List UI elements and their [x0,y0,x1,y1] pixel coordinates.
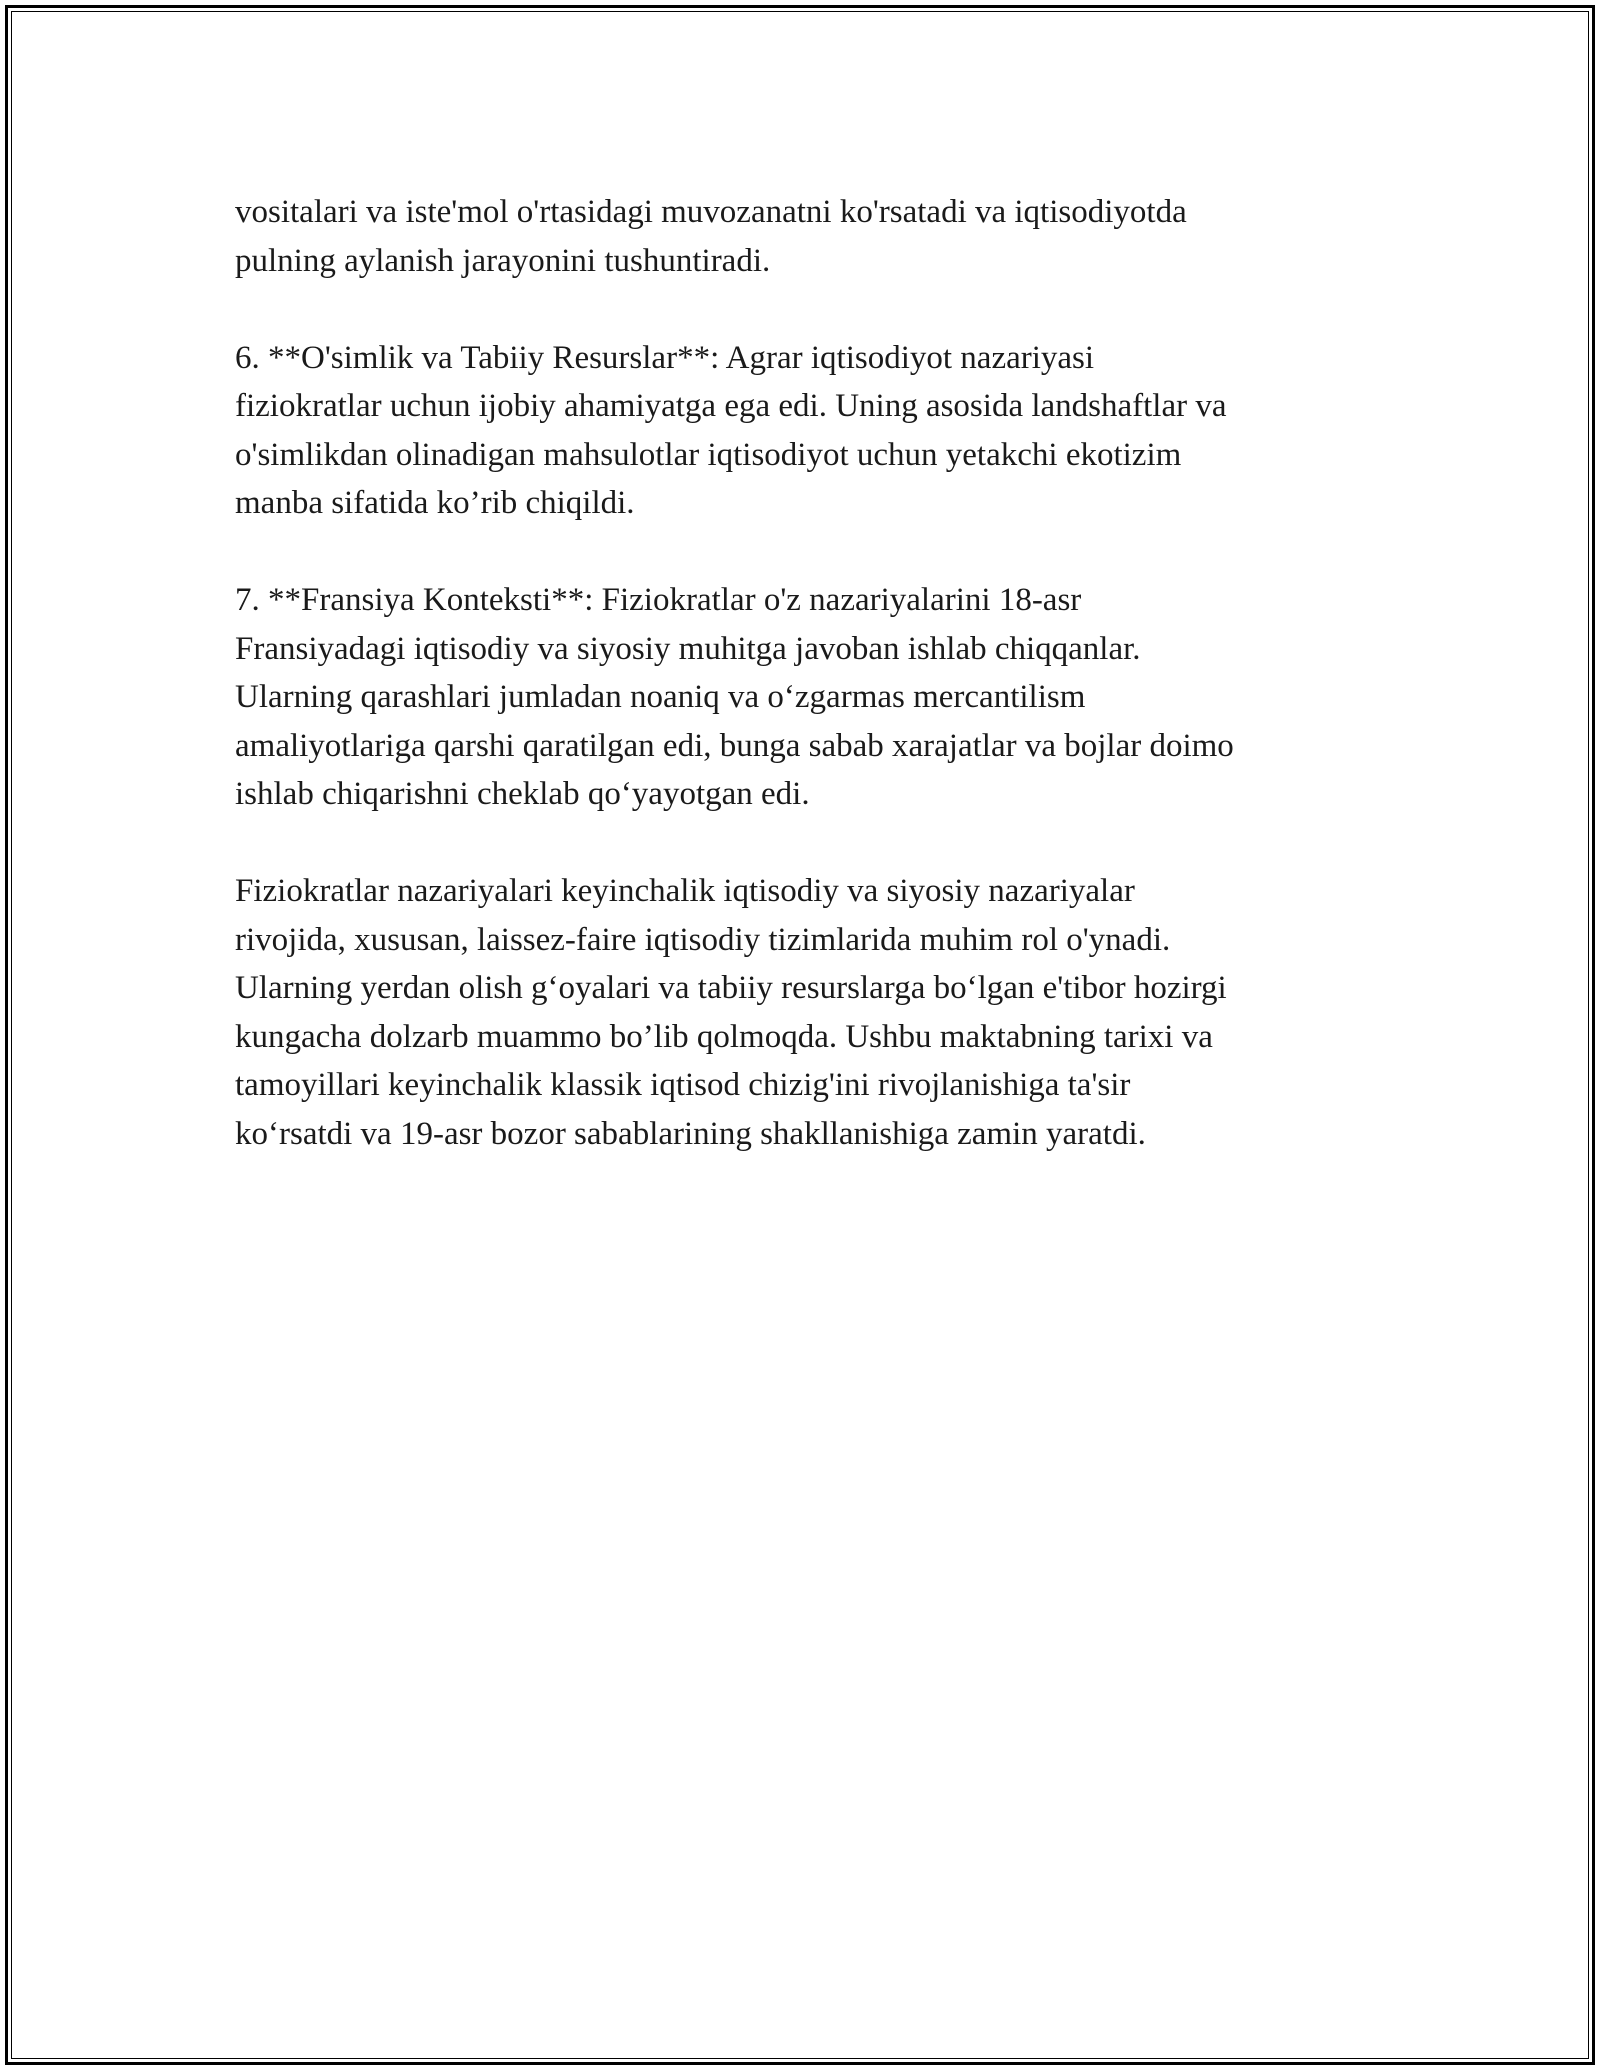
text-line: Ularning qarashlari jumladan noaniq va o‘zgarmas mercantilism [235,679,1086,715]
text-line: ko‘rsatdi va 19-asr bozor sabablarining shakllanishiga zamin yaratdi. [235,1115,1146,1152]
text-line: o'simlikdan olinadigan mahsulotlar iqtisodiyot uchun yetakchi ekotizim [235,436,1182,473]
text-line: ishlab chiqarishni cheklab qo‘yayotgan edi. [235,776,810,812]
paragraph-item-6 [235,334,1365,528]
paragraph-item-7 [235,576,1365,819]
text-line: Fiziokratlar nazariyalari keyinchalik iqtisodiy va siyosiy nazariyalar [235,873,1135,909]
text-line: 7. **Fransiya Konteksti**: Fiziokratlar o'z nazariyalarini 18-asr [235,582,1082,618]
text-line: pulning aylanish jarayonini tushuntiradi. [235,242,771,279]
text-line: 6. **O'simlik va Tabiiy Resurslar**: Agrar iqtisodiyot nazariyasi [235,339,1095,376]
paragraph-conclusion [235,867,1365,1158]
text-line: rivojida, xususan, laissez-faire iqtisodiy tizimlarida muhim rol o'ynadi. [235,921,1171,958]
document-body [235,188,1365,1207]
paragraph-continuation [235,188,1365,285]
text-line: tamoyillari keyinchalik klassik iqtisod chizig'ini rivojlanishiga ta'sir [235,1067,1131,1103]
text-line: fiziokratlar uchun ijobiy ahamiyatga ega edi. Uning asosida landshaftlar va [235,388,1227,424]
text-line: Ularning yerdan olish g‘oyalari va tabiiy resurslarga bo‘lgan e'tibor hozirgi [235,970,1227,1006]
text-line: manba sifatida ko’rib chiqildi. [235,485,635,521]
text-line: Fransiyadagi iqtisodiy va siyosiy muhitga javoban ishlab chiqqanlar. [235,630,1141,667]
text-line: amaliyotlariga qarshi qaratilgan edi, bunga sabab xarajatlar va bojlar doimo [235,727,1234,764]
text-line: vositalari va iste'mol o'rtasidagi muvozanatni ko'rsatadi va iqtisodiyotda [235,194,1187,230]
text-line: kungacha dolzarb muammo bo’lib qolmoqda. Ushbu maktabning tarixi va [235,1018,1213,1055]
